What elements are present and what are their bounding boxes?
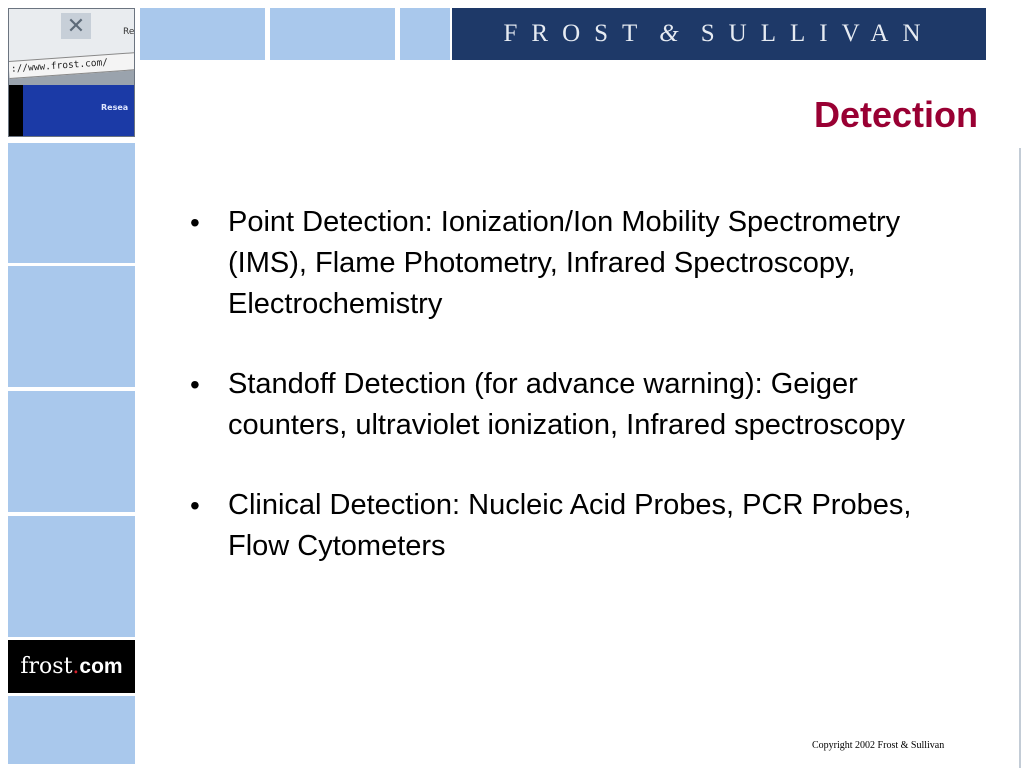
brand-banner (452, 8, 986, 60)
logo-dot: . (72, 654, 80, 679)
bullet-text: Standoff Detection (for advance warning): Geiger counters, ultraviolet ionization, Infrared spectroscopy (228, 368, 906, 441)
sidebar-tile (8, 143, 135, 263)
bullet-icon: • (190, 490, 200, 521)
bullet-item (190, 485, 990, 567)
website-screenshot-thumbnail (8, 8, 135, 137)
logo-tld: com (79, 654, 123, 678)
frost-com-logo (8, 640, 135, 693)
header-tile (270, 8, 395, 60)
bullet-item (190, 364, 990, 446)
thumbnail-banner-label: Resea (101, 103, 129, 112)
copyright-footer: Copyright 2002 Frost & Sullivan (812, 740, 945, 751)
brand-wordmark (503, 20, 934, 48)
bullet-list (190, 202, 990, 606)
sidebar-tile (8, 391, 135, 512)
sidebar-tile (8, 266, 135, 387)
bullet-text: Point Detection: Ionization/Ion Mobility Spectrometry (IMS), Flame Photometry, Infrared Spectroscopy, Electrochemistry (228, 206, 901, 320)
left-sidebar (0, 0, 140, 768)
logo-word: frost (20, 654, 73, 679)
sidebar-tile (8, 516, 135, 637)
brand-left: FROST (503, 20, 652, 47)
brand-right: SULLIVAN (700, 20, 935, 47)
thumbnail-url: ://www.frost.com/ (8, 52, 135, 79)
thumbnail-edge (9, 85, 23, 137)
sidebar-tile (8, 696, 135, 764)
bullet-icon: • (190, 369, 200, 400)
close-icon: ✕ (61, 13, 91, 39)
header-tile (400, 8, 450, 60)
thumbnail-label: Re (123, 27, 135, 37)
brand-ampersand: & (659, 20, 679, 47)
bullet-item (190, 202, 990, 325)
right-edge-line (1019, 148, 1021, 768)
bullet-text: Clinical Detection: Nucleic Acid Probes, PCR Probes, Flow Cytometers (228, 489, 912, 562)
bullet-icon: • (190, 207, 200, 238)
header-tile (140, 8, 265, 60)
slide-title: Detection (813, 94, 978, 135)
